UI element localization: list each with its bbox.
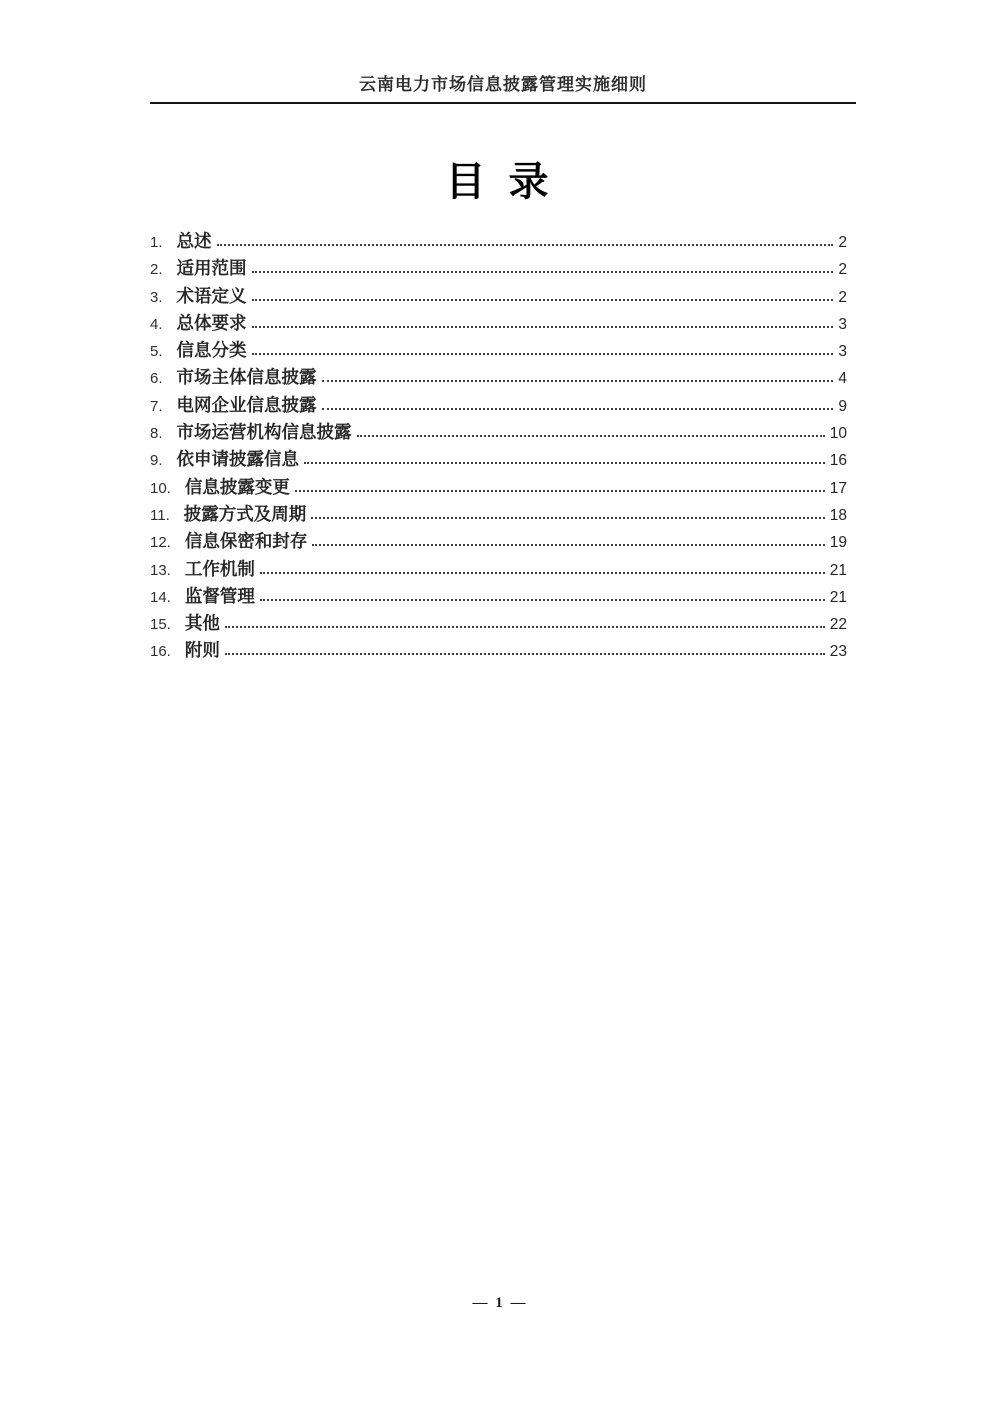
- toc-leader-dots: [295, 490, 825, 492]
- toc-entry-number: 15.: [150, 616, 171, 634]
- toc-entry-label: 信息披露变更: [184, 476, 290, 497]
- toc-entry-label: 依申请披露信息: [176, 449, 300, 470]
- toc-entry-page: 23: [829, 643, 847, 661]
- toc-entry-page: 21: [829, 561, 847, 579]
- toc-entry: [150, 310, 847, 337]
- toc-entry-number: 2.: [150, 261, 163, 279]
- toc-entry: [150, 255, 847, 282]
- toc-entry-label: 工作机制: [184, 558, 255, 579]
- toc-entry-page: 2: [838, 234, 847, 251]
- toc-leader-dots: [217, 244, 834, 246]
- toc-entry: [150, 474, 847, 501]
- toc-entry-page: 21: [829, 588, 847, 606]
- footer-page-number: — 1 —: [472, 1295, 528, 1311]
- toc-entry: [150, 528, 847, 555]
- toc-entry-number: 14.: [150, 588, 171, 606]
- toc-entry-page: 16: [829, 452, 847, 470]
- toc-leader-dots: [225, 626, 825, 628]
- toc-entry: [150, 610, 847, 637]
- toc-entry-label: 披露方式及周期: [183, 503, 307, 524]
- toc-title: 目 录: [445, 160, 555, 204]
- toc-entry-label: 总述: [176, 231, 212, 251]
- toc-entry: [150, 583, 847, 610]
- toc-leader-dots: [260, 572, 825, 574]
- toc-entry: [150, 501, 847, 528]
- toc-entry-label: 其他: [184, 613, 220, 634]
- toc-entry: [150, 556, 847, 583]
- toc-entry-number: 1.: [150, 234, 163, 251]
- toc-leader-dots: [252, 326, 834, 328]
- toc-entry-page: 17: [829, 479, 847, 497]
- toc-leader-dots: [322, 380, 834, 382]
- toc-entry-number: 4.: [150, 315, 163, 333]
- toc-entry-label: 附则: [184, 640, 220, 661]
- toc-entry-page: 4: [838, 370, 847, 388]
- toc-entry: [150, 446, 847, 473]
- toc-leader-dots: [252, 353, 834, 355]
- toc-entry: [150, 392, 847, 419]
- running-header-title: 云南电力市场信息披露管理实施细则: [359, 75, 647, 94]
- toc-entry-page: 19: [829, 534, 847, 552]
- toc-entry-number: 8.: [150, 425, 163, 443]
- toc-entry-label: 适用范围: [176, 258, 247, 279]
- toc-entry-number: 12.: [150, 534, 171, 552]
- toc-entry-label: 信息分类: [176, 340, 247, 361]
- toc-entry-label: 信息保密和封存: [184, 531, 308, 552]
- toc-leader-dots: [322, 408, 834, 410]
- toc-entry-number: 10.: [150, 479, 171, 497]
- toc-entry: [150, 419, 847, 446]
- toc-entry-label: 总体要求: [176, 312, 247, 333]
- toc-entry: [150, 337, 847, 364]
- toc-entry-page: 2: [838, 288, 847, 306]
- toc-leader-dots: [252, 271, 834, 273]
- toc-entry-label: 市场运营机构信息披露: [176, 422, 352, 443]
- toc-entry-page: 18: [829, 506, 847, 524]
- toc-entry-number: 6.: [150, 370, 163, 388]
- toc-entry: [150, 637, 847, 664]
- toc-entry-number: 13.: [150, 561, 171, 579]
- toc-entry-number: 9.: [150, 452, 163, 470]
- toc-leader-dots: [357, 435, 825, 437]
- toc-entry-number: 11.: [150, 506, 170, 524]
- toc-leader-dots: [225, 653, 825, 655]
- toc-entry-page: 22: [829, 616, 847, 634]
- toc-entry-page: 9: [838, 397, 847, 415]
- toc-entry-number: 7.: [150, 397, 163, 415]
- toc-entry: [150, 364, 847, 391]
- toc-entry-page: 3: [838, 343, 847, 361]
- toc-leader-dots: [304, 462, 825, 464]
- toc-entry-number: 16.: [150, 643, 171, 661]
- toc-entry-number: 3.: [150, 288, 163, 306]
- toc-entry-number: 5.: [150, 343, 163, 361]
- toc-list: [150, 228, 847, 665]
- toc-leader-dots: [311, 517, 825, 519]
- toc-entry-label: 术语定义: [176, 285, 247, 306]
- toc-leader-dots: [252, 299, 834, 301]
- toc-entry-label: 市场主体信息披露: [176, 367, 317, 388]
- toc-entry-page: 3: [838, 315, 847, 333]
- toc-entry: [150, 283, 847, 310]
- toc-entry: [150, 228, 847, 255]
- running-header: [150, 70, 856, 104]
- toc-entry-page: 2: [838, 261, 847, 279]
- toc-entry-label: 监督管理: [184, 585, 255, 606]
- toc-leader-dots: [312, 544, 824, 546]
- toc-entry-page: 10: [829, 425, 847, 443]
- toc-entry-label: 电网企业信息披露: [176, 394, 317, 415]
- toc-leader-dots: [260, 599, 825, 601]
